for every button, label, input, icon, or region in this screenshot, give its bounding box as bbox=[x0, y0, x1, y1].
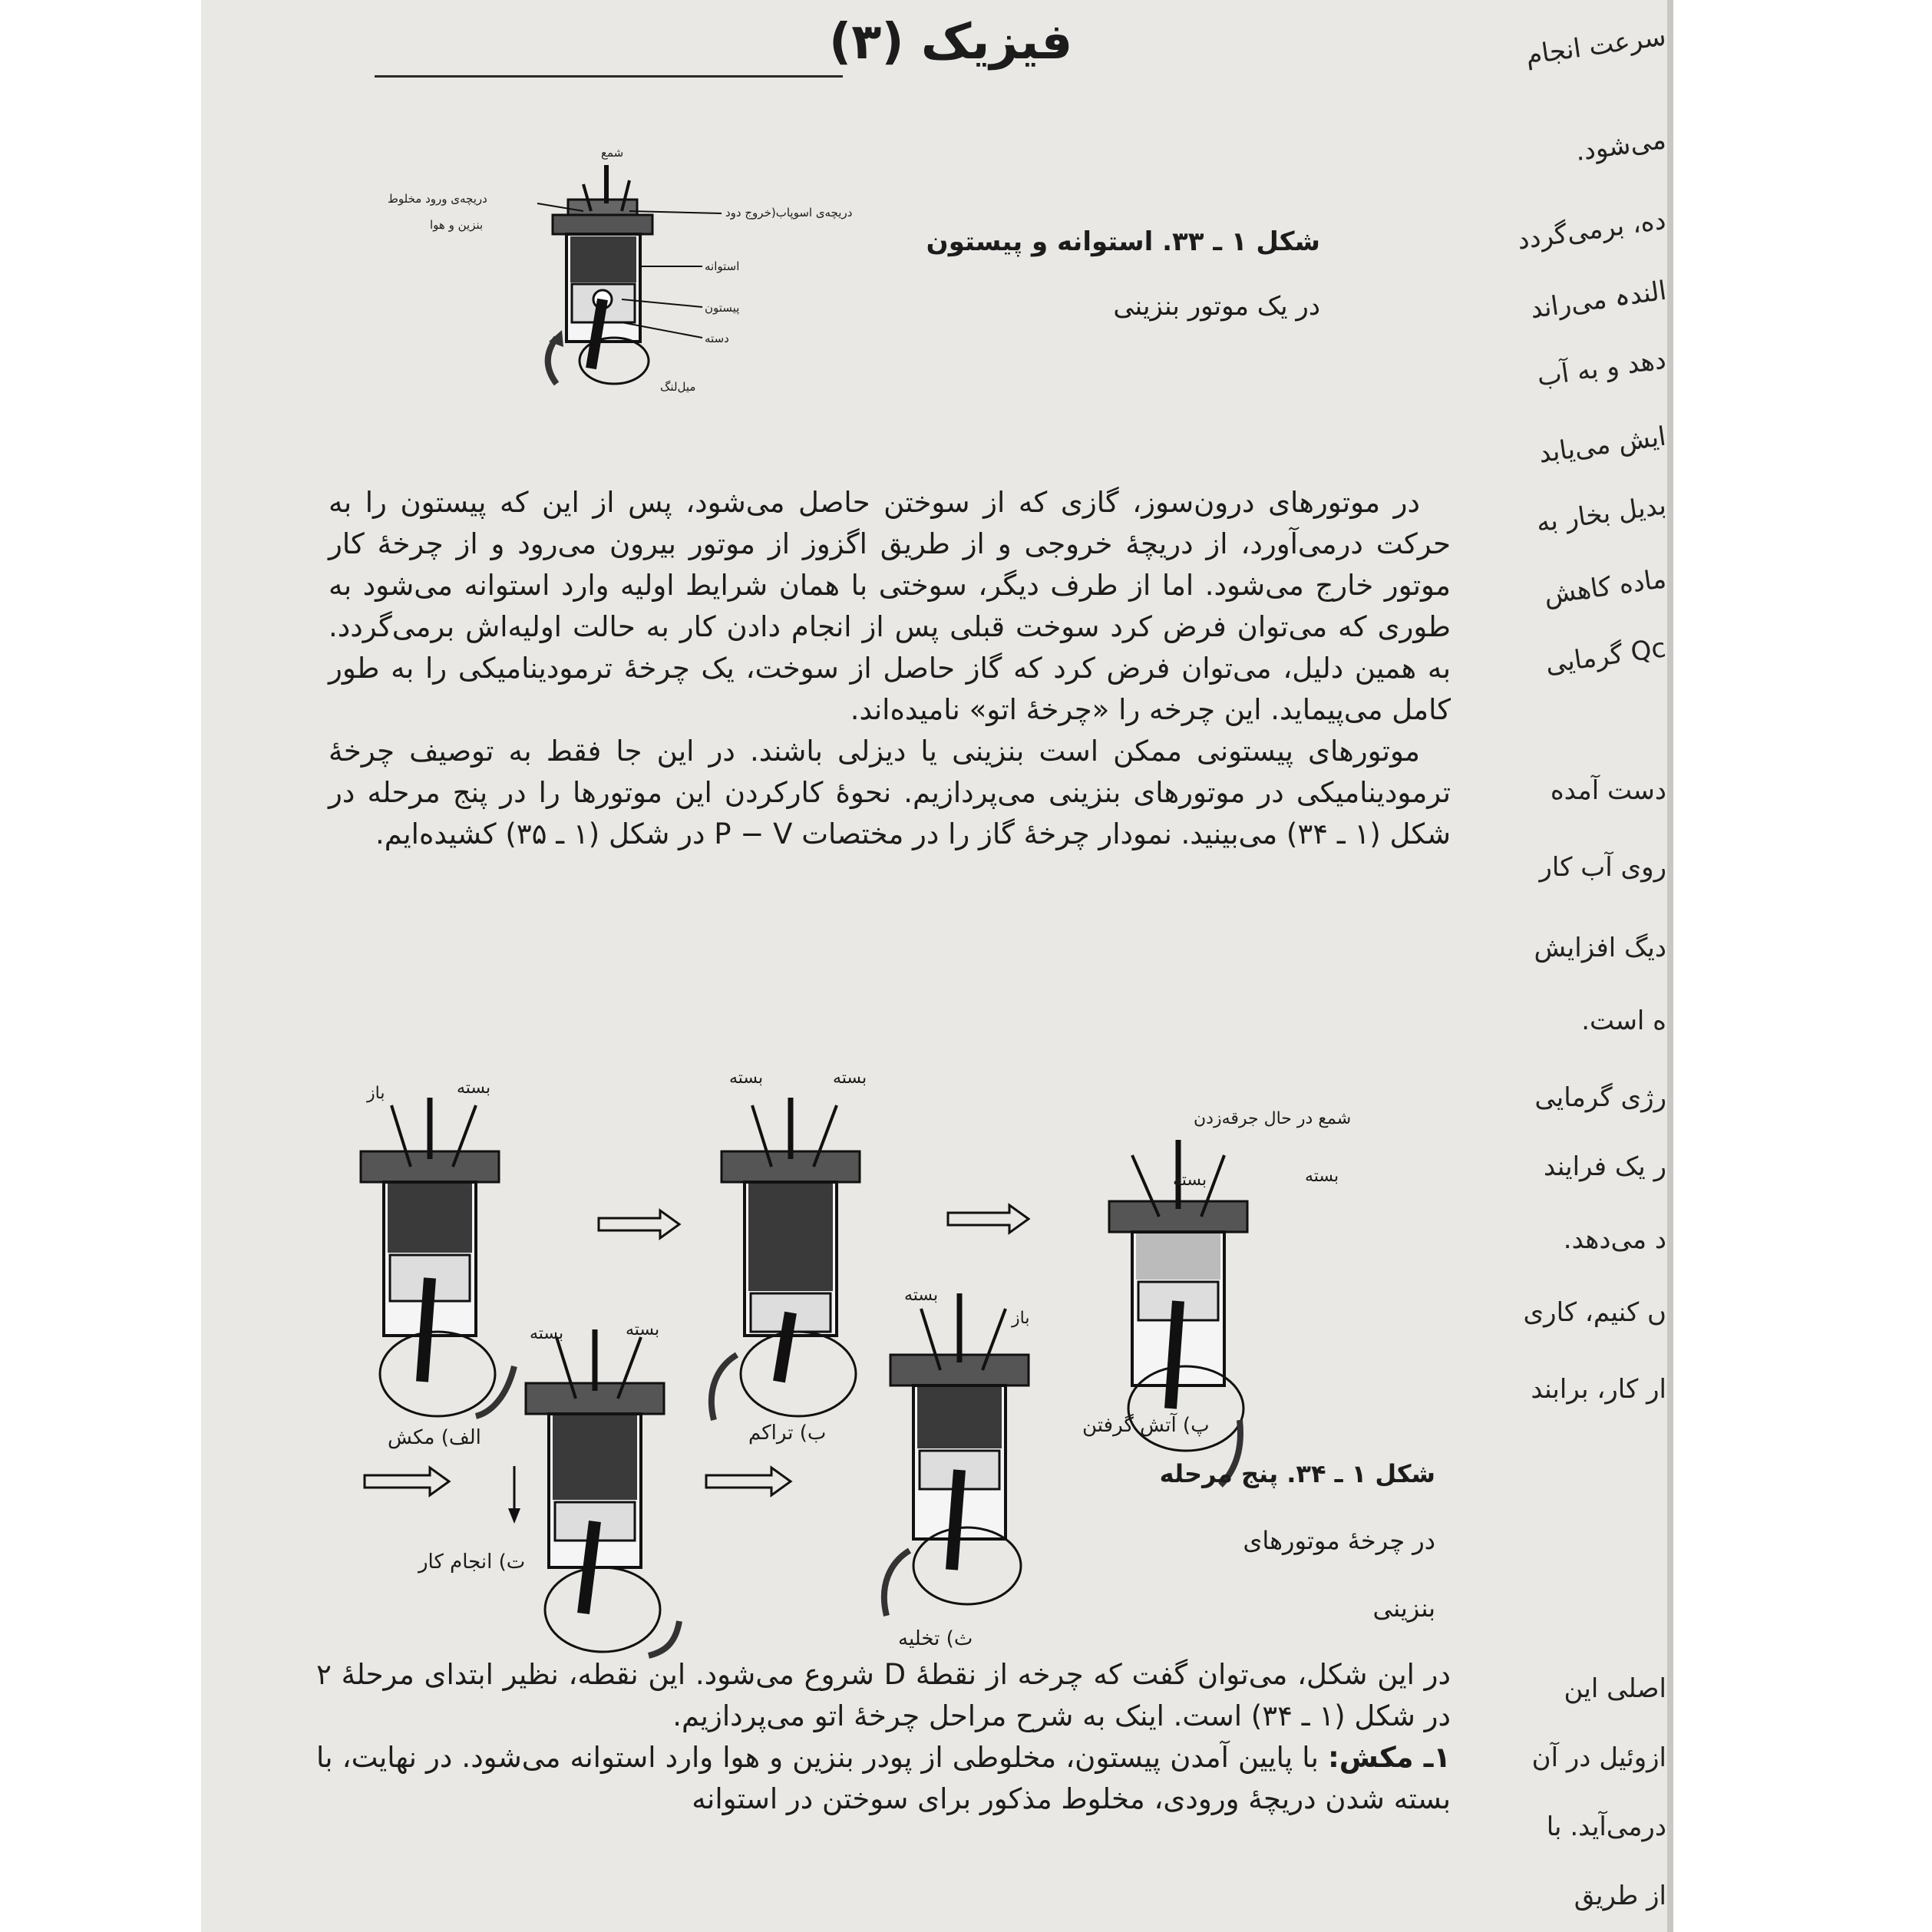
margin-line: دیگ افزایش bbox=[1534, 933, 1666, 963]
figure-33-caption-sub: در یک موتور بنزینی bbox=[1113, 291, 1320, 322]
figure-34-caption-line3: بنزینی bbox=[1372, 1593, 1435, 1623]
intake-label-2: بنزین و هوا bbox=[430, 218, 484, 232]
figure-34-caption-line2: در چرخهٔ موتورهای bbox=[1243, 1526, 1435, 1555]
figure-34-caption-title bbox=[1098, 1455, 1435, 1494]
paragraph-intake-stroke bbox=[316, 1737, 1451, 1820]
connecting-rod-label: دسته bbox=[705, 332, 729, 345]
background-right bbox=[1673, 0, 1932, 1932]
margin-line: Qc گرمایی bbox=[1544, 632, 1669, 680]
margin-line: روی آب کار bbox=[1539, 852, 1666, 883]
body-text-top bbox=[329, 482, 1451, 855]
valve-closed-label: بسته bbox=[1173, 1171, 1207, 1190]
paragraph-cycle-start: در این شکل، می‌توان گفت که چرخه از نقطهٔ D شروع می‌شود. این نقطه، نظیر ابتدای مرحلهٔ ۲ در شکل (۱ ـ ۳۴) است. اینک به شرح مراحل چرخهٔ اتو می‌پردازیم. bbox=[316, 1658, 1451, 1732]
crankshaft-label: میل‌لنگ bbox=[660, 380, 696, 394]
margin-line: دست آمده bbox=[1550, 775, 1666, 806]
stage-power-label: ت) انجام کار bbox=[418, 1551, 526, 1574]
margin-line: ه است. bbox=[1581, 1006, 1666, 1036]
margin-line: اصلی این bbox=[1564, 1673, 1666, 1704]
stage-compression-label: ب) تراکم bbox=[748, 1422, 827, 1445]
piston-label: پیستون bbox=[705, 301, 740, 315]
valve-open-label: باز bbox=[367, 1084, 385, 1103]
stage-ignition-label: پ) آتش گرفتن bbox=[1082, 1414, 1210, 1437]
margin-line: می‌شود. bbox=[1574, 124, 1669, 168]
intake-stroke-heading: ۱ـ مکش: bbox=[1328, 1741, 1451, 1774]
paragraph-otto-cycle: در موتورهای درون‌سوز، گازی که از سوختن حاصل می‌شود، پس از این که پیستون را به حرکت درمی‌آورد، از دریچهٔ خروجی و از طریق اگزوز از موتور بیرون می‌رود و از چرخهٔ کار موتور خارج می‌شود. اما از طرف دیگر، سوختی با همان شرایط اولیه وارد استوانه می‌شود به طوری که می‌توان فرض کرد سوخت قبلی پس از انجام دادن کار به حالت اولیه‌اش برمی‌گردد. به همین دلیل، می‌توان فرض کرد که گاز حاصل از سوخت، یک چرخهٔ ترمودینامیکی را به طور کامل می‌پیماید. این چرخه را «چرخهٔ اتو» نامیده‌اند. bbox=[329, 486, 1451, 726]
margin-line: ر یک فرایند bbox=[1544, 1151, 1666, 1182]
exhaust-label: دریچه‌ی اسوپاب‌(خروج دود bbox=[725, 206, 853, 220]
header-rule bbox=[375, 75, 843, 78]
figure-34-caption-text: شکل ۱ ـ ۳۴. پنج مرحله bbox=[1159, 1459, 1435, 1488]
engine-cylinder-diagram bbox=[361, 138, 745, 391]
intake-stroke-text: با پایین آمدن پیستون، مخلوطی از پودر بنزین و هوا وارد استوانه می‌شود. در نهایت، با بسته شدن دریچهٔ ورودی، مخلوط مذکور برای سوختن در استوانه bbox=[316, 1741, 1451, 1815]
cylinder-label: استوانه bbox=[705, 259, 740, 273]
valve-closed-label: بسته bbox=[729, 1068, 764, 1088]
intake-label: دریچه‌ی ورود مخلوط bbox=[388, 192, 487, 206]
valve-closed-label: بسته bbox=[904, 1286, 939, 1305]
margin-line: ایش می‌یابد bbox=[1537, 421, 1668, 470]
background-left bbox=[0, 0, 201, 1932]
valve-open-label: باز bbox=[1012, 1309, 1030, 1328]
margin-line: بدیل بخار به bbox=[1534, 490, 1668, 539]
margin-line: ں کنیم، کاری bbox=[1523, 1297, 1666, 1328]
stage-exhaust-label: ث) تخلیه bbox=[898, 1627, 973, 1650]
margin-line: درمی‌آید. با bbox=[1546, 1811, 1666, 1842]
next-page-margin bbox=[1515, 0, 1669, 1932]
paragraph-piston-engines: موتورهای پیستونی ممکن است بنزینی یا دیزلی باشند. در این جا فقط به توصیف چرخهٔ ترمودینامیکی در موتورهای بنزینی می‌پردازیم. نحوهٔ کارکردن این موتورها را در پنج مرحله در شکل (۱ ـ ۳۴) می‌بینید. نمودار چرخهٔ گاز را در مختصات P − V در شکل (۱ ـ ۳۵) کشیده‌ایم. bbox=[329, 735, 1451, 850]
margin-line: رژی گرمایی bbox=[1534, 1082, 1666, 1113]
margin-line: الندہ می‌راند bbox=[1527, 275, 1668, 325]
body-text-bottom bbox=[316, 1654, 1451, 1820]
margin-line: ده، برمی‌گردد bbox=[1515, 204, 1668, 256]
stage-intake-label: الف) مکش bbox=[388, 1426, 481, 1449]
margin-line: ازوئیل در آن bbox=[1531, 1742, 1666, 1773]
margin-line: از طریق bbox=[1574, 1881, 1666, 1911]
margin-line: دهد و به آب bbox=[1535, 344, 1668, 393]
figure-33-caption-title bbox=[921, 221, 1320, 263]
margin-line: سرعت انجام bbox=[1524, 21, 1668, 71]
valve-closed-label: بسته bbox=[1305, 1167, 1339, 1186]
margin-line: د می‌دهد. bbox=[1563, 1224, 1666, 1255]
margin-line: ار کار، برابند bbox=[1531, 1374, 1666, 1405]
spark-igniting-label: شمع در حال جرقه‌زدن bbox=[1194, 1109, 1352, 1128]
margin-line: ماده کاهش bbox=[1541, 563, 1669, 611]
valve-closed-label: بسته bbox=[626, 1320, 660, 1339]
spark-plug-label: شمع bbox=[601, 146, 624, 160]
page-header-title: فیزیک (۳) bbox=[829, 14, 1073, 71]
valve-closed-label: بسته bbox=[833, 1068, 867, 1088]
valve-closed-label: بسته bbox=[457, 1078, 491, 1098]
valve-closed-label: بسته bbox=[530, 1324, 564, 1343]
figure-33-caption-text: شکل ۱ ـ ۳۳. استوانه و پیستون bbox=[926, 226, 1320, 257]
